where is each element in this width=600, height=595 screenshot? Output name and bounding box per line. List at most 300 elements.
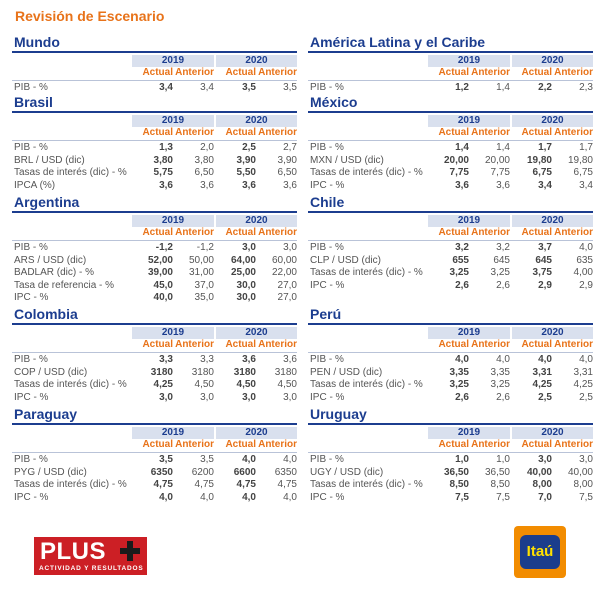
row-label: IPC - % [310,179,345,191]
row-value: 3,4 [579,179,593,191]
country-block [308,306,593,404]
country-name: México [308,94,593,113]
row-value: 3,31 [573,366,593,378]
sub-header-row [308,227,593,239]
row-value: -1,2 [196,242,214,253]
sub-header: Actual [225,227,256,238]
row-value: 3,80 [194,154,214,166]
sub-header: Actual [438,339,469,350]
row-label: PIB - % [14,82,48,93]
table-row [308,467,593,480]
year-header-row [12,115,297,127]
sub-header: Anterior [258,227,297,238]
row-value: 6200 [191,466,214,478]
row-value: 6350 [274,466,297,478]
row-value: 645 [493,254,510,266]
sub-header: Actual [142,227,173,238]
country-block [12,406,297,504]
row-value: 3,25 [449,267,469,278]
table-row [12,479,297,492]
row-label: Tasas de interés (dic) - % [310,267,423,278]
row-label: Tasa de referencia - % [14,279,115,291]
row-label: PIB - % [310,354,344,365]
page-title: Revisión de Escenario [15,8,165,24]
sub-header: Actual [225,439,256,450]
row-value: 4,50 [277,379,297,390]
row-value: 4,0 [496,354,510,365]
row-value: 3,0 [579,454,593,465]
row-value: 3180 [191,366,214,378]
sub-header: Actual [142,339,173,350]
row-value: 19,80 [526,154,552,166]
row-label: CLP / USD (dic) [310,254,381,266]
plus-logo [34,537,147,575]
row-value: 3,4 [159,82,173,93]
country-block [308,34,593,95]
row-label: IPC - % [14,292,49,303]
row-value: 7,0 [538,491,552,503]
itau-logo-inner [520,535,560,569]
country-block [308,406,593,504]
row-label: IPCA (%) [14,179,56,191]
table-row [12,155,297,168]
sub-header: Actual [438,439,469,450]
year-header-row [12,55,297,67]
row-value: 4,0 [579,354,593,365]
row-value: 3,6 [496,179,510,191]
table-row [308,492,593,505]
row-label: COP / USD (dic) [14,366,88,378]
row-value: 4,75 [277,479,297,490]
year-header-row [308,427,593,439]
row-label: BADLAR (dic) - % [14,267,95,278]
row-value: 3,6 [283,354,297,365]
row-label: PIB - % [310,82,344,93]
row-value: 4,00 [573,267,593,278]
table-row [12,492,297,505]
country-block [12,34,297,95]
row-value: 4,0 [538,354,552,365]
header-divider [12,352,297,353]
country-name: Perú [308,306,593,325]
sub-header: Actual [438,227,469,238]
row-value: 3,35 [490,366,510,378]
row-value: 3,6 [200,179,214,191]
header-divider [308,240,593,241]
row-label: PIB - % [14,354,48,365]
row-value: 4,0 [200,491,214,503]
sub-header: Actual [438,127,469,138]
row-label: PYG / USD (dic) [14,466,87,478]
row-value: 40,0 [153,292,173,303]
row-value: 3,90 [277,154,297,166]
row-value: 4,0 [159,491,173,503]
row-value: 2,2 [538,82,552,93]
row-value: 4,0 [455,354,469,365]
row-value: 3,0 [242,242,256,253]
sub-header-row [12,439,297,451]
country-block [12,194,297,305]
row-value: 3,6 [159,179,173,191]
row-value: 31,00 [188,267,214,278]
year-header: 2019 [132,215,214,227]
row-label: PIB - % [14,454,48,465]
table-row [12,142,297,155]
year-header-row [308,215,593,227]
year-header: 2020 [512,115,593,127]
table-row [308,142,593,155]
row-value: 4,0 [283,491,297,503]
row-value: 30,0 [236,279,256,291]
row-value: 3,6 [242,354,256,365]
row-value: 2,0 [200,142,214,153]
row-value: 1,7 [538,142,552,153]
row-value: 3,6 [283,179,297,191]
sub-header: Actual [142,67,173,78]
row-value: 4,0 [283,454,297,465]
row-value: 1,0 [496,454,510,465]
row-value: 3,0 [200,391,214,403]
table-row [308,392,593,405]
table-row [12,292,297,305]
row-value: 2,6 [496,391,510,403]
year-header-row [308,115,593,127]
row-value: 35,0 [194,292,214,303]
header-divider [308,452,593,453]
sub-header: Anterior [471,227,510,238]
row-value: 8,00 [532,479,552,490]
sub-header: Anterior [175,227,214,238]
row-value: 4,75 [153,479,173,490]
row-value: 6,50 [194,167,214,178]
row-value: 3,0 [283,242,297,253]
row-label: IPC - % [310,491,345,503]
row-value: 3,0 [283,391,297,403]
row-value: 3180 [233,366,256,378]
country-name: Mundo [12,34,297,53]
row-value: 3,4 [200,82,214,93]
row-value: 2,5 [538,391,552,403]
year-header-row [12,327,297,339]
row-value: 645 [535,254,552,266]
row-value: 52,00 [147,254,173,266]
country-block [12,94,297,192]
sub-header: Actual [142,439,173,450]
row-value: 7,5 [579,491,593,503]
row-value: 27,0 [277,292,297,303]
row-value: 3,25 [490,267,510,278]
row-value: 40,00 [526,466,552,478]
row-label: MXN / USD (dic) [310,154,384,166]
sub-header-row [308,439,593,451]
row-value: 3,25 [490,379,510,390]
row-value: 2,3 [579,82,593,93]
header-divider [12,240,297,241]
row-value: 36,50 [443,466,469,478]
year-header: 2020 [216,115,297,127]
year-header-row [308,55,593,67]
header-divider [308,80,593,81]
row-value: 3,7 [538,242,552,253]
row-label: PIB - % [14,142,48,153]
sub-header-row [308,127,593,139]
row-value: 2,5 [579,391,593,403]
row-value: 25,00 [230,267,256,278]
header-divider [308,352,593,353]
sub-header: Anterior [554,67,593,78]
row-value: 37,0 [194,279,214,291]
row-value: 3,0 [538,454,552,465]
sub-header-row [12,339,297,351]
row-value: 4,75 [194,479,214,490]
row-value: 7,5 [455,491,469,503]
year-header: 2019 [132,115,214,127]
sub-header: Actual [521,339,552,350]
row-value: 64,00 [230,254,256,266]
table-row [12,454,297,467]
row-label: IPC - % [310,279,345,291]
row-value: 4,0 [579,242,593,253]
row-value: 30,0 [236,292,256,303]
row-label: Tasas de interés (dic) - % [14,479,127,490]
year-header: 2019 [132,427,214,439]
row-value: 2,6 [496,279,510,291]
table-row [12,82,297,95]
row-value: 635 [576,254,593,266]
row-value: 3,80 [153,154,173,166]
row-value: 3,6 [455,179,469,191]
table-row [308,379,593,392]
country-name: Chile [308,194,593,213]
year-header-row [308,327,593,339]
sub-header-row [12,127,297,139]
table-row [12,242,297,255]
country-block [308,94,593,192]
row-value: 4,0 [242,454,256,465]
table-row [308,267,593,280]
row-value: 3,3 [159,354,173,365]
row-value: 7,75 [490,167,510,178]
row-value: 1,4 [496,142,510,153]
row-label: UGY / USD (dic) [310,466,384,478]
row-value: 4,25 [573,379,593,390]
row-value: 2,6 [455,391,469,403]
country-name: América Latina y el Caribe [308,34,593,53]
row-value: 4,25 [532,379,552,390]
row-value: -1,2 [155,242,173,253]
row-value: 6,50 [277,167,297,178]
table-row [308,167,593,180]
table-row [12,354,297,367]
row-value: 8,50 [490,479,510,490]
table-row [308,367,593,380]
row-value: 20,00 [443,154,469,166]
table-row [12,367,297,380]
sub-header: Actual [225,67,256,78]
row-value: 6,75 [573,167,593,178]
row-value: 8,50 [449,479,469,490]
sub-header: Actual [521,439,552,450]
row-value: 1,0 [455,454,469,465]
row-value: 655 [452,254,469,266]
table-row [308,479,593,492]
row-value: 3,31 [532,366,552,378]
row-value: 1,2 [455,82,469,93]
row-value: 50,00 [188,254,214,266]
year-header: 2019 [132,327,214,339]
header-divider [308,140,593,141]
plus-cross-icon-bar [120,548,140,554]
row-value: 19,80 [567,154,593,166]
sub-header: Anterior [175,339,214,350]
row-label: Tasas de interés (dic) - % [14,379,127,390]
row-value: 39,00 [147,267,173,278]
sub-header: Anterior [554,339,593,350]
row-value: 8,00 [573,479,593,490]
row-value: 3,25 [449,379,469,390]
row-label: IPC - % [310,391,345,403]
table-row [12,167,297,180]
row-value: 3,5 [159,454,173,465]
row-value: 7,5 [496,491,510,503]
year-header: 2020 [216,327,297,339]
sub-header: Anterior [258,339,297,350]
row-label: ARS / USD (dic) [14,254,87,266]
country-name: Paraguay [12,406,297,425]
sub-header: Anterior [175,439,214,450]
row-value: 2,9 [538,279,552,291]
itau-logo [514,526,566,578]
row-value: 3,0 [159,391,173,403]
sub-header: Anterior [175,127,214,138]
row-value: 4,25 [153,379,173,390]
sub-header: Anterior [471,67,510,78]
sub-header: Actual [521,227,552,238]
row-label: PEN / USD (dic) [310,366,383,378]
sub-header: Anterior [175,67,214,78]
row-label: IPC - % [14,391,49,403]
row-value: 1,3 [159,142,173,153]
table-row [12,392,297,405]
row-value: 20,00 [484,154,510,166]
row-value: 3,0 [242,391,256,403]
row-value: 3,90 [236,154,256,166]
row-value: 3,3 [200,354,214,365]
row-value: 1,7 [579,142,593,153]
row-value: 3,4 [538,179,552,191]
row-label: PIB - % [14,242,48,253]
table-row [12,255,297,268]
year-header: 2020 [216,55,297,67]
table-row [12,180,297,193]
year-header: 2020 [512,427,593,439]
row-value: 1,4 [496,82,510,93]
table-row [308,180,593,193]
sub-header: Anterior [471,439,510,450]
sub-header: Anterior [258,439,297,450]
table-row [12,267,297,280]
table-row [308,354,593,367]
row-label: PIB - % [310,142,344,153]
row-value: 3,5 [200,454,214,465]
country-block [308,194,593,292]
row-value: 2,9 [579,279,593,291]
sub-header-row [308,339,593,351]
sub-header: Actual [225,339,256,350]
sub-header: Actual [225,127,256,138]
table-row [12,467,297,480]
row-value: 3,2 [455,242,469,253]
country-name: Brasil [12,94,297,113]
sub-header: Anterior [554,227,593,238]
sub-header: Actual [521,67,552,78]
year-header: 2020 [512,55,593,67]
row-value: 4,75 [236,479,256,490]
year-header: 2020 [512,327,593,339]
plus-logo-tagline: ACTIVIDAD Y RESULTADOS [39,565,144,572]
plus-logo-word: PLUS [40,538,107,565]
year-header: 2019 [428,115,510,127]
table-row [308,242,593,255]
row-label: PIB - % [310,242,344,253]
country-name: Uruguay [308,406,593,425]
header-divider [12,452,297,453]
row-value: 3180 [150,366,173,378]
row-label: Tasas de interés (dic) - % [310,379,423,390]
row-value: 60,00 [271,254,297,266]
row-value: 6,75 [532,167,552,178]
row-value: 3,35 [449,366,469,378]
row-label: Tasas de interés (dic) - % [310,167,423,178]
row-value: 4,0 [242,491,256,503]
row-value: 5,50 [236,167,256,178]
table-row [308,280,593,293]
year-header: 2019 [428,215,510,227]
row-value: 3,75 [532,267,552,278]
year-header: 2019 [428,327,510,339]
table-row [308,82,593,95]
row-value: 36,50 [484,466,510,478]
sub-header: Anterior [554,439,593,450]
country-name: Colombia [12,306,297,325]
row-value: 3180 [274,366,297,378]
year-header-row [12,215,297,227]
year-header: 2020 [512,215,593,227]
header-divider [12,80,297,81]
row-value: 3,5 [242,82,256,93]
row-value: 45,0 [153,279,173,291]
row-value: 3,6 [242,179,256,191]
table-row [12,280,297,293]
sub-header: Anterior [258,67,297,78]
row-value: 40,00 [567,466,593,478]
row-value: 4,50 [194,379,214,390]
table-row [12,379,297,392]
sub-header: Actual [438,67,469,78]
sub-header-row [12,67,297,79]
row-value: 3,2 [496,242,510,253]
year-header: 2020 [216,215,297,227]
year-header: 2020 [216,427,297,439]
row-label: IPC - % [14,491,49,503]
row-value: 2,5 [242,142,256,153]
row-value: 3,5 [283,82,297,93]
row-value: 6600 [233,466,256,478]
sub-header: Actual [521,127,552,138]
row-label: PIB - % [310,454,344,465]
row-value: 7,75 [449,167,469,178]
row-value: 2,7 [283,142,297,153]
